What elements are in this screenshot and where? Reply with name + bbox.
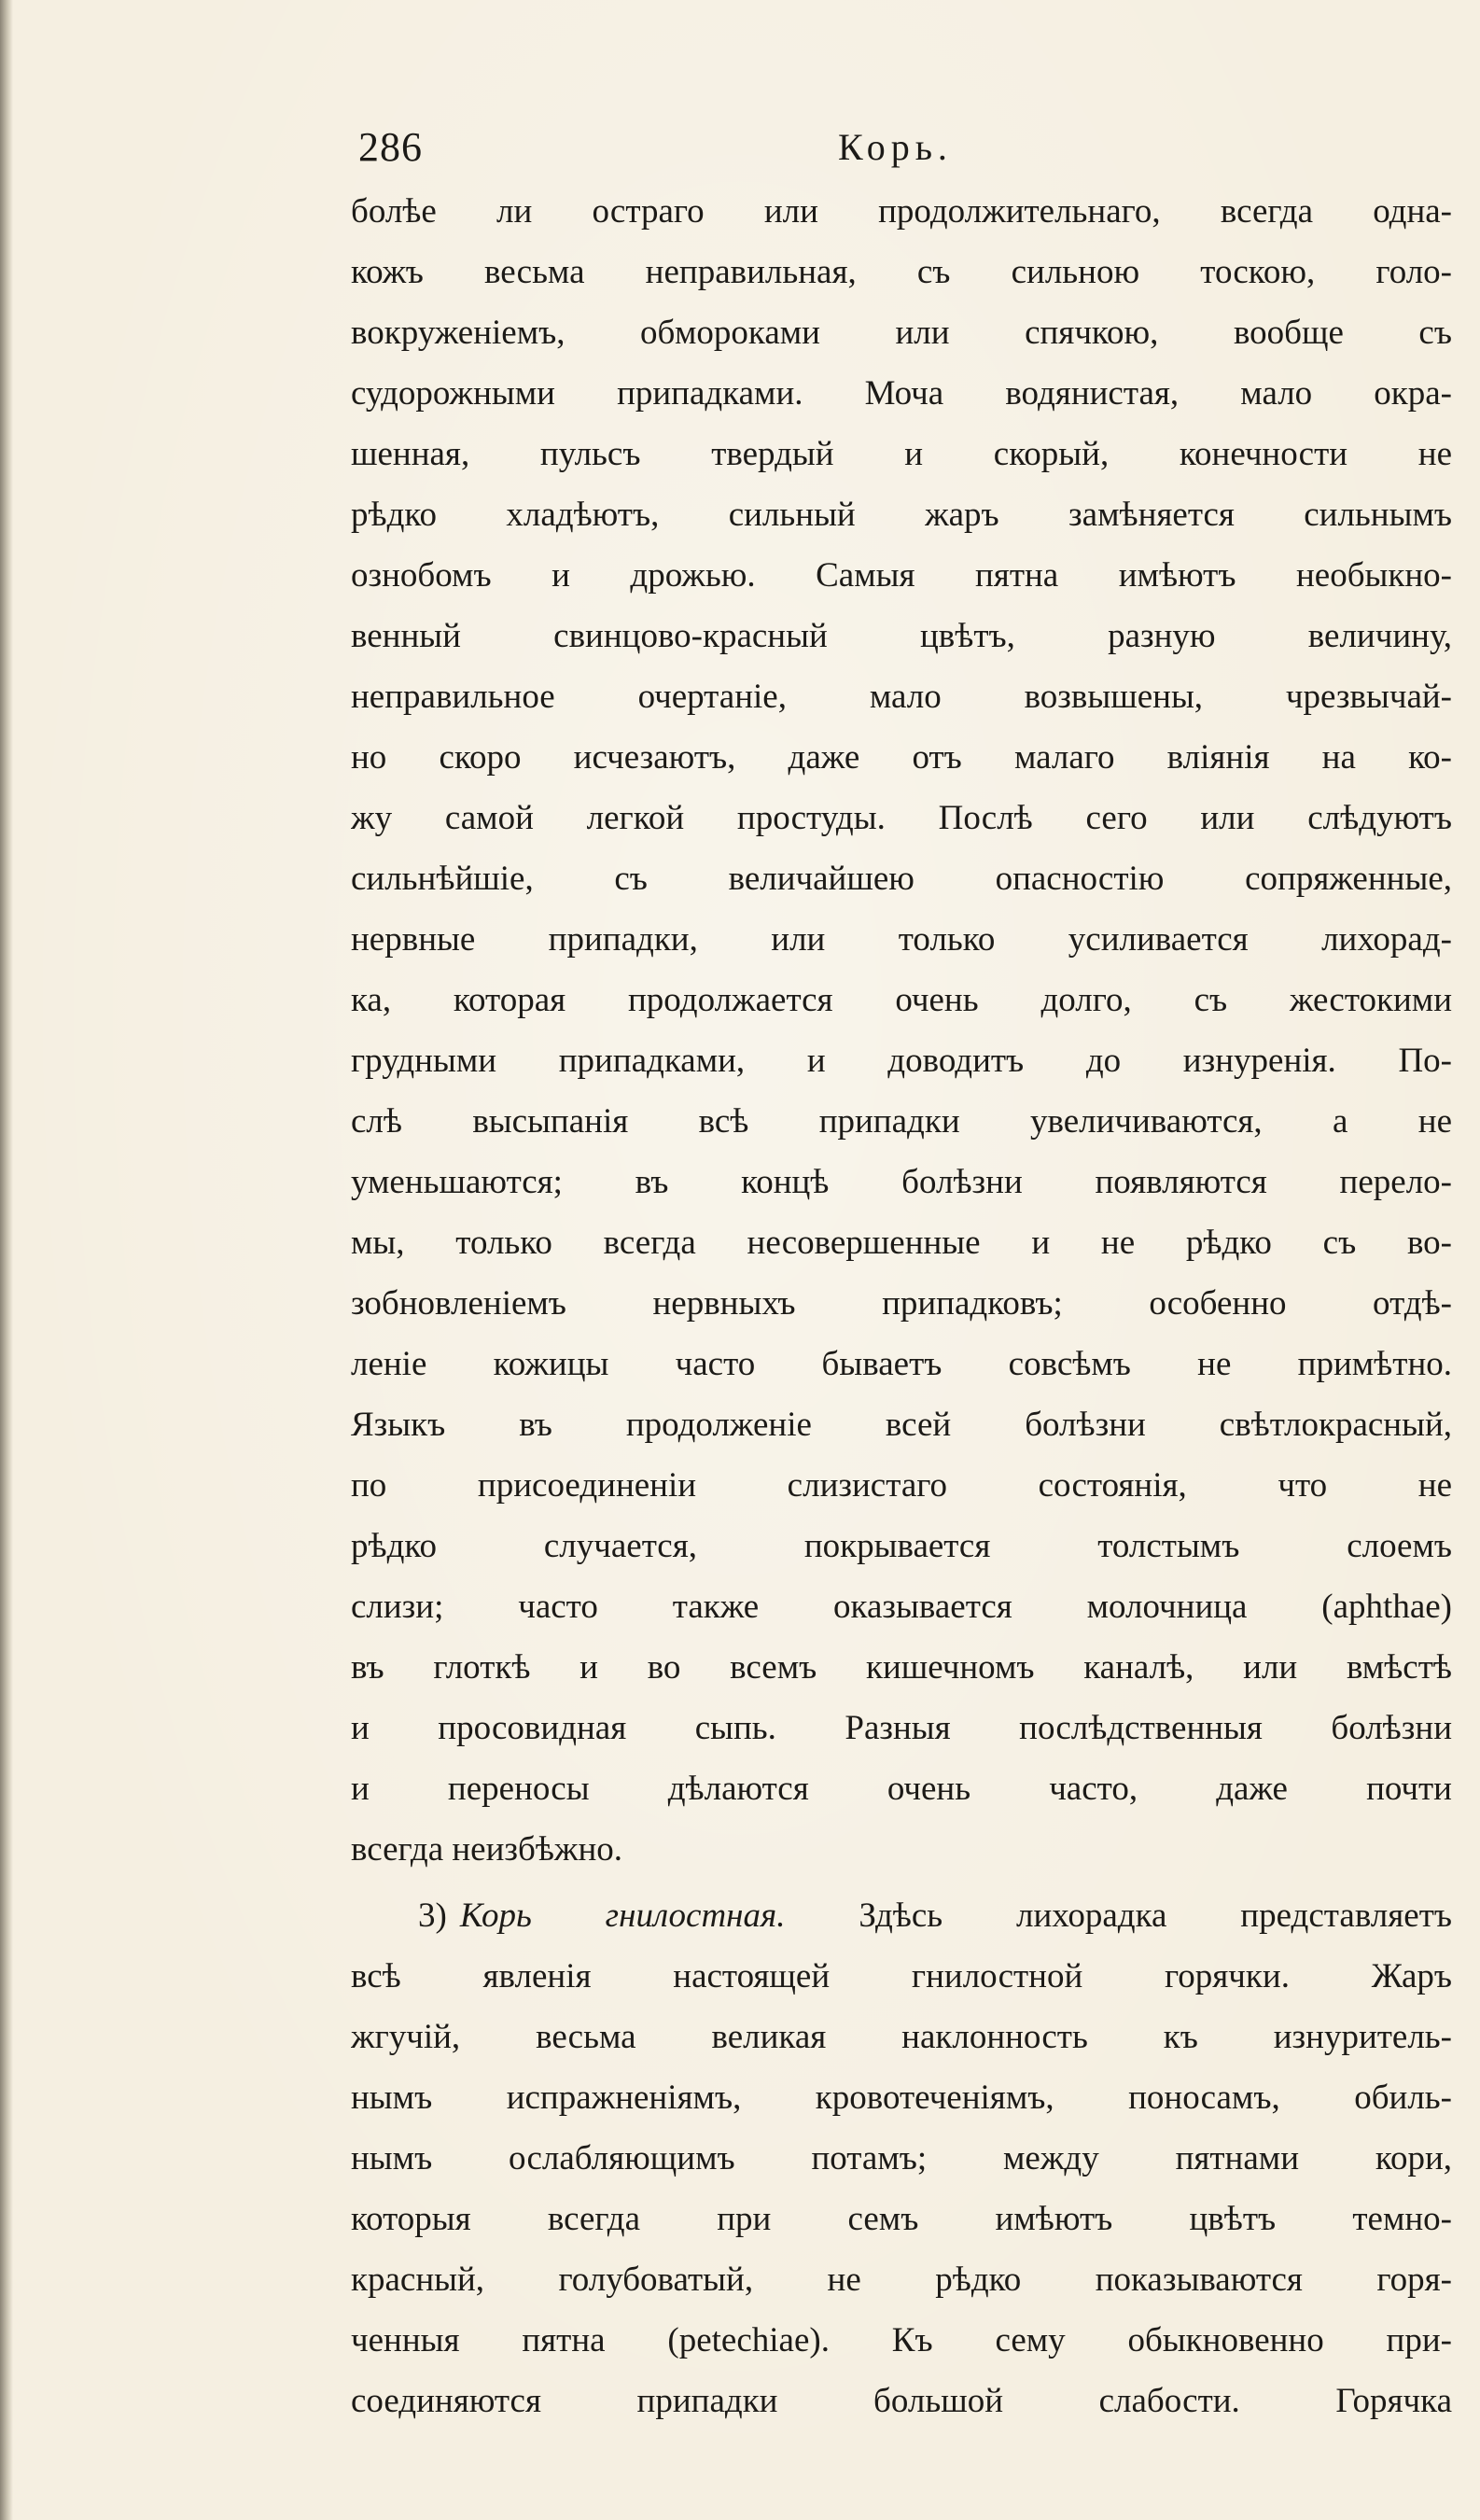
text-line: нымъ ослабляющимъ потамъ; между пятнами кори, [351, 2139, 1452, 2177]
text-line: ознобомъ и дрожью. Самыя пятна имѣютъ необыкно- [351, 556, 1452, 595]
text-line: всѣ явленія настоящей гнилостной горячки. Жаръ [351, 1957, 1452, 1995]
section-number: 3) [418, 1897, 447, 1935]
text-line: но скоро исчезаютъ, даже отъ малаго вліянія на ко- [351, 738, 1452, 777]
text-line: леніе кожицы часто бываетъ совсѣмъ не примѣтно. [351, 1345, 1452, 1383]
text-line: неправильное очертаніе, мало возвышены, чрезвычай- [351, 678, 1452, 716]
text-line: въ глоткѣ и во всемъ кишечномъ каналѣ, или вмѣстѣ [351, 1648, 1452, 1687]
text-line: по присоединеніи слизистаго состоянія, что не [351, 1466, 1452, 1505]
running-title: Корь. [838, 126, 953, 168]
body-text [351, 181, 1452, 2431]
text-line: шенная, пульсъ твердый и скорый, конечности не [351, 435, 1452, 473]
text-line: красный, голубоватый, не рѣдко показываются горя- [351, 2261, 1452, 2299]
paragraph-2-first-line [351, 1885, 1452, 1946]
text-line: венный свинцово-красный цвѣтъ, разную величину, [351, 617, 1452, 655]
text-line: судорожными припадками. Моча водянистая, мало окра- [351, 374, 1452, 413]
text-line: и просовидная сыпь. Разныя послѣдственныя болѣзни [351, 1709, 1452, 1747]
text-line: ка, которая продолжается очень долго, съ жестокими [351, 981, 1452, 1019]
text-line: болѣе ли остраго или продолжительнаго, всегда одна- [351, 192, 1452, 231]
text-line: и переносы дѣлаются очень часто, даже почти [351, 1770, 1452, 1808]
text-line: Языкъ въ продолженіе всей болѣзни свѣтлокрасный, [351, 1406, 1452, 1444]
text-line: уменьшаются; въ концѣ болѣзни появляются перело- [351, 1163, 1452, 1201]
paragraph-2 [351, 1885, 1452, 2431]
text-line: жу самой легкой простуды. Послѣ сего или слѣдуютъ [351, 799, 1452, 837]
text-line: грудными припадками, и доводитъ до изнуренія. По- [351, 1042, 1452, 1080]
paragraph-1 [351, 181, 1452, 1880]
text-line: соединяются припадки большой слабости. Горячка [351, 2382, 1452, 2420]
text-line: кожъ весьма неправильная, съ сильною тоскою, голо- [351, 253, 1452, 291]
text-line: ченныя пятна (petechiae). Къ сему обыкновенно при- [351, 2321, 1452, 2359]
text-line: мы, только всегда несовершенные и не рѣдко съ во- [351, 1224, 1452, 1262]
page-header [0, 119, 1480, 175]
text-line: всегда неизбѣжно. [351, 1830, 623, 1869]
text-line: нервные припадки, или только усиливается лихорад- [351, 920, 1452, 959]
text-line: жгучій, весьма великая наклонность къ изнуритель- [351, 2018, 1452, 2056]
text-line: рѣдко случается, покрывается толстымъ слоемъ [351, 1527, 1452, 1565]
text-line: которыя всегда при семъ имѣютъ цвѣтъ темно- [351, 2200, 1452, 2238]
section-heading: Корь гнилостная. [459, 1897, 786, 1935]
text-line: сильнѣйшіе, съ величайшею опасностію сопряженные, [351, 860, 1452, 898]
text-line: слѣ высыпанія всѣ припадки увеличиваются, а не [351, 1102, 1452, 1141]
page-number: 286 [358, 124, 423, 170]
text-line: рѣдко хладѣютъ, сильный жаръ замѣняется сильнымъ [351, 496, 1452, 534]
binding-edge [0, 0, 13, 2520]
text-line: вокруженіемъ, обмороками или спячкою, вообще съ [351, 314, 1452, 352]
text-line: зобновленіемъ нервныхъ припадковъ; особенно отдѣ- [351, 1284, 1452, 1323]
first-line-rest: Здѣсь лихорадка представляетъ [859, 1897, 1452, 1935]
text-line: слизи; часто также оказывается молочница (aphthae) [351, 1588, 1452, 1626]
text-line: нымъ испражненіямъ, кровотеченіямъ, поносамъ, обиль- [351, 2079, 1452, 2117]
